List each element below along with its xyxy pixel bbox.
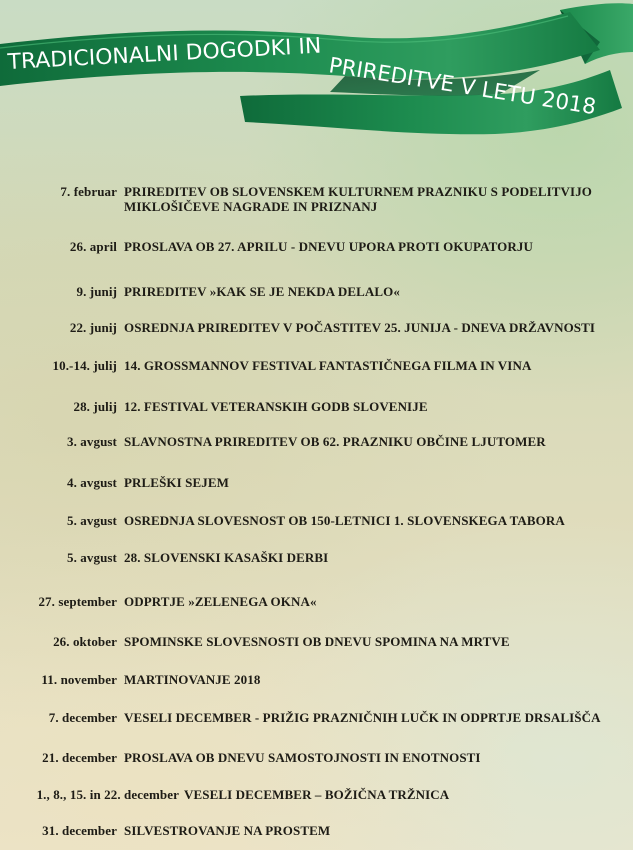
event-title: PRLEŠKI SEJEM <box>124 475 229 490</box>
event-date: 5. avgust <box>66 550 117 565</box>
event-title: 14. GROSSMANNOV FESTIVAL FANTASTIČNEGA FILMA IN VINA <box>124 358 532 373</box>
title-ribbon-banner <box>0 0 633 160</box>
event-row <box>0 475 633 490</box>
event-date: 26. oktober <box>53 634 117 649</box>
event-title: SILVESTROVANJE NA PROSTEM <box>124 823 331 838</box>
event-date: 3. avgust <box>66 434 117 449</box>
banner-title-line2: PRIREDITVE V LETU 2018 <box>327 53 600 121</box>
event-date: 22. junij <box>69 320 117 335</box>
banner-title-line1: TRADICIONALNI DOGODKI IN <box>7 33 317 75</box>
event-title: ODPRTJE »ZELENEGA OKNA« <box>124 594 317 609</box>
event-title: 12. FESTIVAL VETERANSKIH GODB SLOVENIJE <box>124 399 428 414</box>
event-row <box>0 787 633 802</box>
event-title: PRIREDITEV »KAK SE JE NEKDA DELALO« <box>124 284 400 299</box>
event-date: 31. december <box>42 823 117 838</box>
event-date: 21. december <box>42 750 117 765</box>
event-row <box>0 750 633 765</box>
event-title: VESELI DECEMBER – BOŽIČNA TRŽNICA <box>184 787 450 802</box>
event-date: 7. december <box>48 710 117 725</box>
event-row <box>0 358 633 373</box>
event-title: PROSLAVA OB 27. APRILU - DNEVU UPORA PROTI OKUPATORJU <box>124 239 533 254</box>
event-date: 1., 8., 15. in 22. december <box>36 787 179 802</box>
event-row <box>0 594 633 609</box>
event-row <box>0 634 633 649</box>
event-row <box>0 239 633 254</box>
event-date: 4. avgust <box>66 475 117 490</box>
event-title: 28. SLOVENSKI KASAŠKI DERBI <box>124 550 329 565</box>
event-date: 28. julij <box>73 399 117 414</box>
event-row <box>0 434 633 449</box>
event-date: 7. februar <box>60 184 117 199</box>
event-row <box>0 320 633 335</box>
event-title: VESELI DECEMBER - PRIŽIG PRAZNIČNIH LUČK IN ODPRTJE DRSALIŠČA <box>124 710 601 725</box>
event-title: OSREDNJA SLOVESNOST OB 150-LETNICI 1. SLOVENSKEGA TABORA <box>124 513 565 528</box>
event-row <box>0 672 633 687</box>
event-title: OSREDNJA PRIREDITEV V POČASTITEV 25. JUNIJA - DNEVA DRŽAVNOSTI <box>124 320 596 335</box>
event-title: PRIREDITEV OB SLOVENSKEM KULTURNEM PRAZNIKU S PODELITVIJO MIKLOŠIČEVE NAGRADE IN PRIZNANJ <box>124 184 593 214</box>
event-row <box>0 710 633 725</box>
event-row <box>0 184 633 214</box>
event-row <box>0 550 633 565</box>
event-date: 10.-14. julij <box>52 358 117 373</box>
event-title: SPOMINSKE SLOVESNOSTI OB DNEVU SPOMINA NA MRTVE <box>124 634 510 649</box>
event-date: 11. november <box>41 672 117 687</box>
event-title: SLAVNOSTNA PRIREDITEV OB 62. PRAZNIKU OBČINE LJUTOMER <box>124 434 546 449</box>
event-row <box>0 513 633 528</box>
event-date: 26. april <box>69 239 117 254</box>
event-row <box>0 823 633 838</box>
event-date: 27. september <box>38 594 117 609</box>
event-date: 9. junij <box>76 284 117 299</box>
event-title: MARTINOVANJE 2018 <box>124 672 261 687</box>
event-date: 5. avgust <box>66 513 117 528</box>
event-row <box>0 284 633 299</box>
event-title: PROSLAVA OB DNEVU SAMOSTOJNOSTI IN ENOTNOSTI <box>124 750 481 765</box>
event-row <box>0 399 633 414</box>
